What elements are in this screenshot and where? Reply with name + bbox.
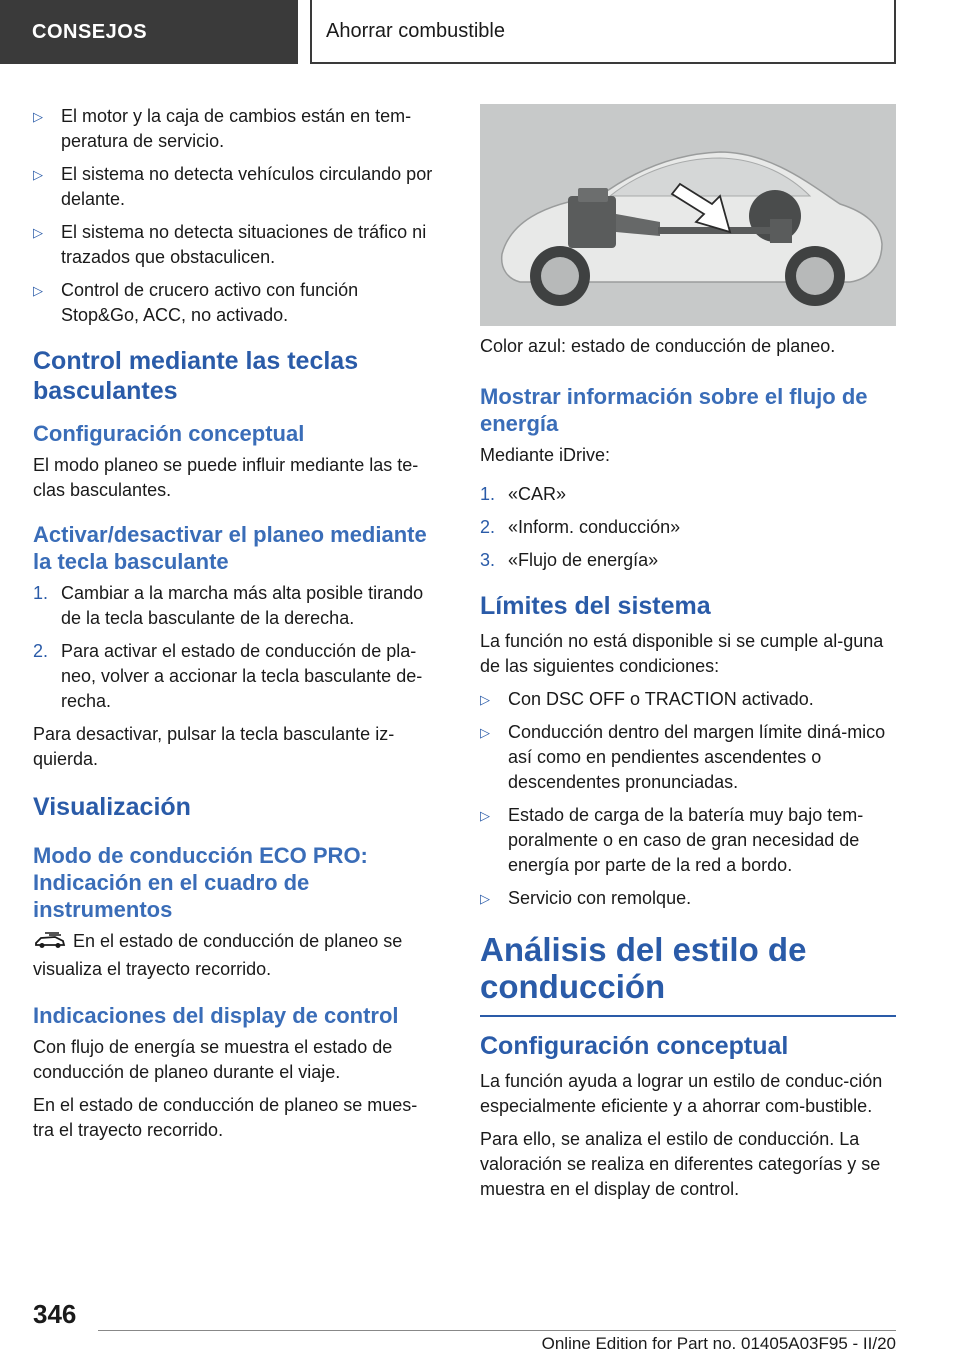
chapter-title: Ahorrar combustible	[310, 0, 896, 64]
heading-eco: Modo de conducción ECO PRO: Indicación en el cuadro de instrumentos	[33, 843, 368, 922]
right-column	[480, 104, 896, 1210]
heading-analisis: Análisis del estilo de conducción	[480, 931, 807, 1005]
list-item: ▷ El sistema no detecta vehículos circulando por delante.	[33, 164, 433, 209]
heading-visual: Visualización	[33, 793, 191, 821]
car-energy-figure	[480, 104, 896, 326]
triangle-bullet-icon: ▷	[33, 109, 43, 124]
triangle-bullet-icon: ▷	[33, 225, 43, 240]
list-item: 3. «Flujo de energía»	[480, 550, 659, 570]
list-item: ▷ Control de crucero activo con función Stop&Go, ACC, no activado.	[33, 280, 359, 325]
paragraph-limites: La función no está disponible si se cumple al-guna de las siguientes condiciones:	[480, 631, 884, 676]
edition-note: Online Edition for Part no. 01405A03F95 - II/20	[541, 1334, 896, 1353]
footer-rule	[98, 1330, 896, 1331]
list-item: ▷ Servicio con remolque.	[480, 886, 896, 911]
heading-config: Configuración conceptual	[33, 421, 305, 446]
heading-config-right: Configuración conceptual	[480, 1032, 789, 1060]
paragraph-display-2: En el estado de conducción de planeo se mues-tra el trayecto recorrido.	[33, 1095, 418, 1140]
triangle-bullet-icon: ▷	[480, 692, 490, 707]
list-item: ▷ Con DSC OFF o TRACTION activado.	[480, 687, 896, 712]
triangle-bullet-icon: ▷	[480, 891, 490, 906]
list-item: ▷ El sistema no detecta situaciones de tráfico ni trazados que obstaculicen.	[33, 222, 427, 267]
list-item: 2. Para activar el estado de conducción de pla-neo, volver a accionar la tecla basculante de-recha.	[33, 641, 423, 711]
triangle-bullet-icon: ▷	[33, 283, 43, 298]
triangle-bullet-icon: ▷	[33, 167, 43, 182]
paragraph-desactivar: Para desactivar, pulsar la tecla basculante iz-quierda.	[33, 724, 395, 769]
paragraph-config: El modo planeo se puede influir mediante las te-clas basculantes.	[33, 455, 419, 500]
heading-teclas: Control mediante las teclas basculantes	[33, 347, 359, 405]
paragraph-config-right-1: La función ayuda a lograr un estilo de conduc-ción especialmente eficiente y a ahorrar com-bustible.	[480, 1071, 883, 1116]
triangle-bullet-icon: ▷	[480, 808, 490, 823]
paragraph-eco: En el estado de conducción de planeo se visualiza el trayecto recorrido.	[33, 931, 403, 979]
list-item: 1. Cambiar a la marcha más alta posible tirando de la tecla basculante de la derecha.	[33, 583, 424, 628]
left-column	[33, 104, 438, 1151]
heading-activar: Activar/desactivar el planeo mediante la tecla basculante	[33, 522, 427, 574]
page-header	[0, 0, 960, 68]
limits-list	[480, 687, 896, 911]
car-coasting-icon	[33, 930, 67, 957]
page-number: 346	[33, 1299, 77, 1329]
idrive-steps	[480, 482, 896, 573]
list-item: 2. «Inform. conducción»	[480, 517, 681, 537]
heading-flujo: Mostrar información sobre el flujo de energía	[480, 384, 868, 436]
triangle-bullet-icon: ▷	[480, 725, 490, 740]
list-item: 1. «CAR»	[480, 484, 567, 504]
section-rule	[480, 1015, 896, 1017]
paragraph-idrive: Mediante iDrive:	[480, 445, 611, 465]
list-item: ▷ Estado de carga de la batería muy bajo tem-poralmente o en caso de gran necesidad de energía por parte de la red a bordo.	[480, 805, 864, 875]
condition-list	[33, 104, 438, 328]
list-item: ▷ Conducción dentro del margen límite diná-mico así como en pendientes ascendentes o descendentes pronunciadas.	[480, 722, 886, 792]
paragraph-config-right-2: Para ello, se analiza el estilo de conducción. La valoración se realiza en diferentes categorías y se muestra en el display de control.	[480, 1129, 881, 1199]
list-item: ▷ El motor y la caja de cambios están en tem-peratura de servicio.	[33, 106, 412, 151]
figure-caption: Color azul: estado de conducción de planeo.	[480, 336, 836, 356]
paragraph-display-1: Con flujo de energía se muestra el estado de conducción de planeo durante el viaje.	[33, 1037, 393, 1082]
section-label: CONSEJOS	[0, 0, 298, 64]
steps-list	[33, 581, 438, 714]
heading-display: Indicaciones del display de control	[33, 1003, 399, 1028]
heading-limites: Límites del sistema	[480, 592, 711, 620]
